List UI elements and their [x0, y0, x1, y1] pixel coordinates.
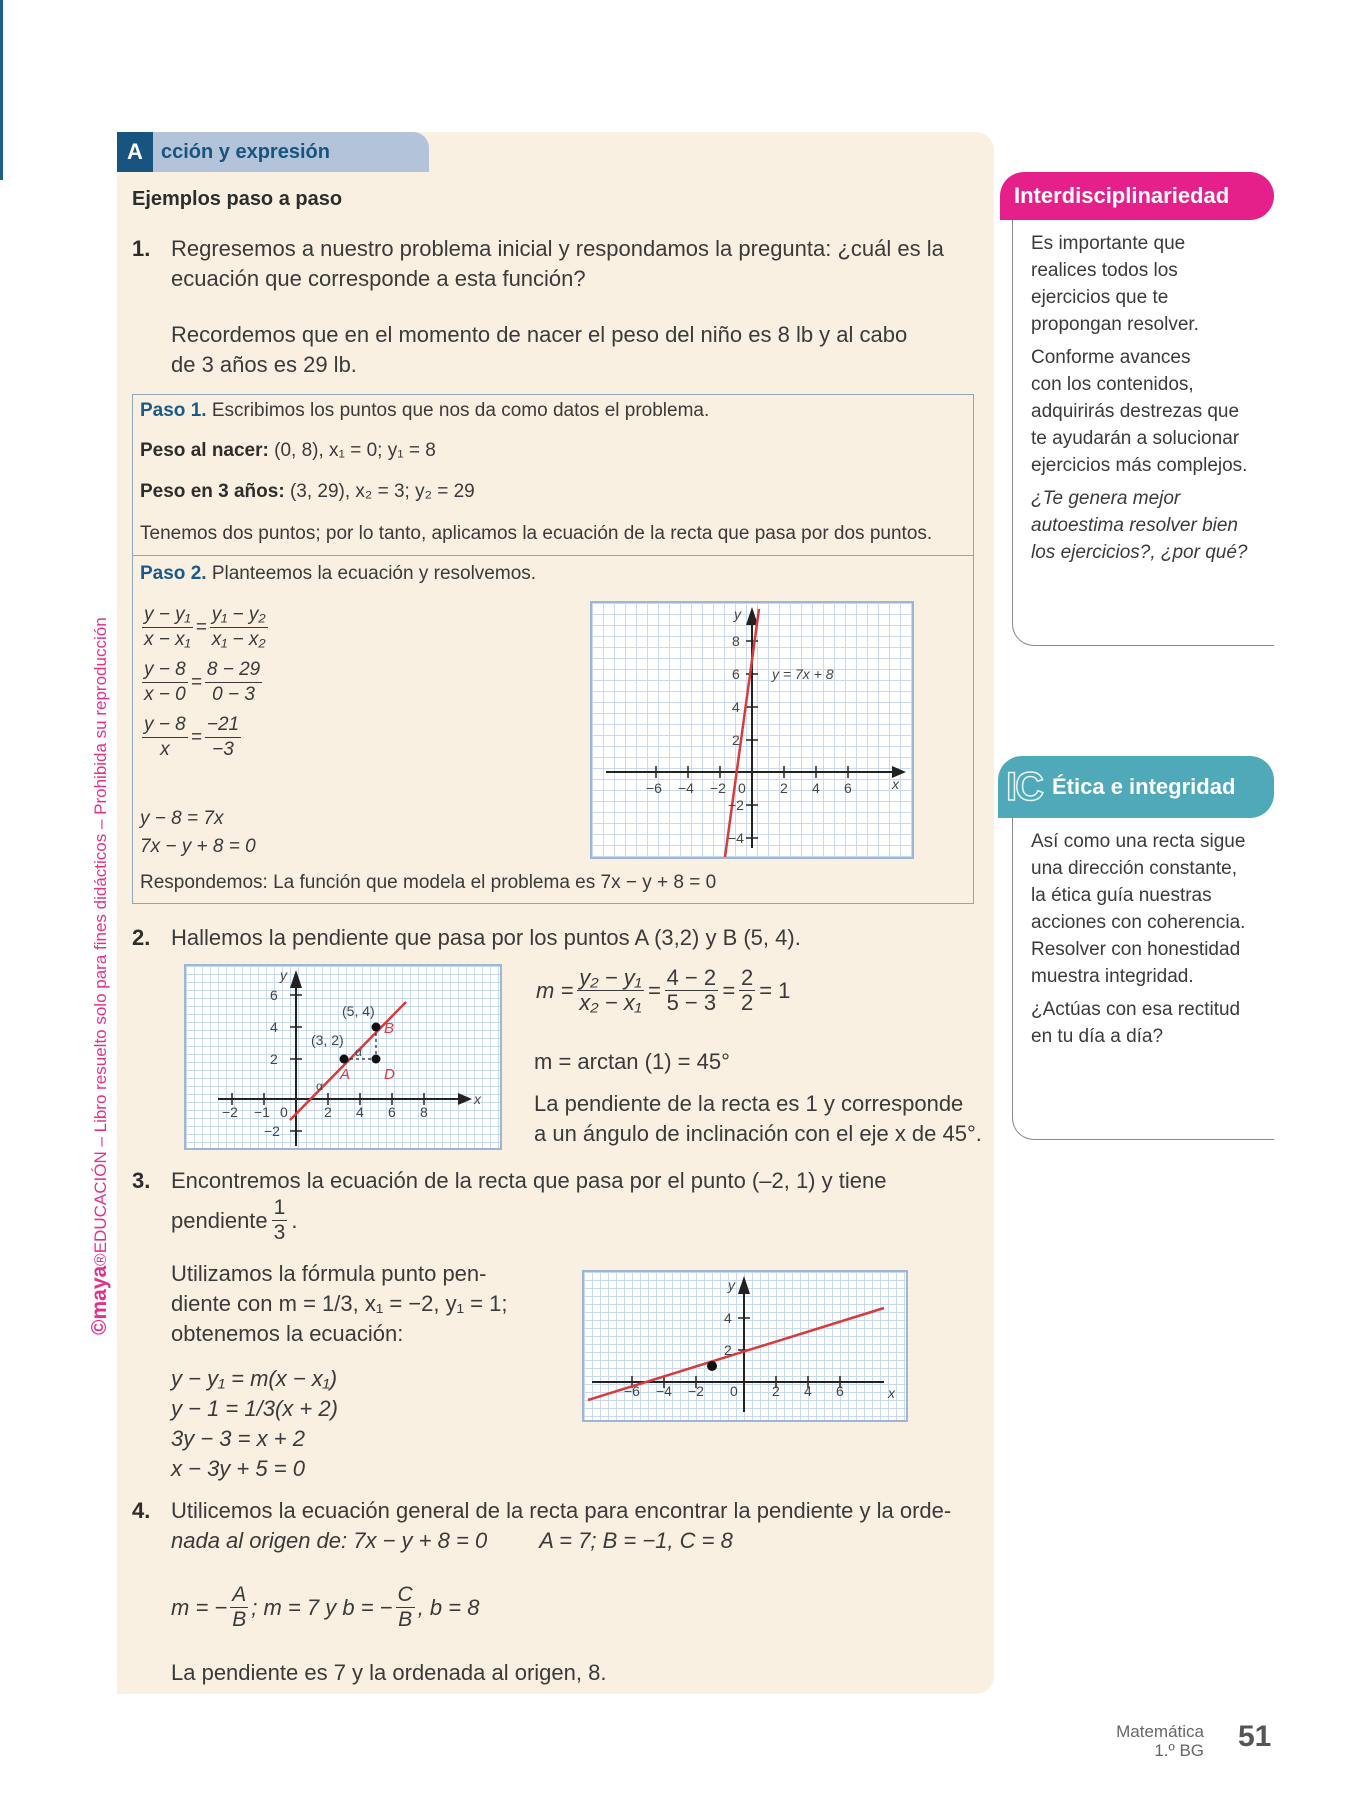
- page-edge-bar: [0, 0, 3, 180]
- ex2-conclusion: La pendiente de la recta es 1 y corresponde a un ángulo de inclinación con el eje x de 45°.: [534, 1091, 982, 1146]
- svg-text:−4: −4: [678, 780, 694, 796]
- ex3-line1: Encontremos la ecuación de la recta que pasa por el punto (–2, 1) y tiene: [171, 1168, 887, 1193]
- svg-text:4: 4: [812, 780, 820, 796]
- etica-box: [1006, 756, 1274, 1140]
- arctan-line: m = arctan (1) = 45°: [534, 1049, 730, 1074]
- paso1: Paso 1. Escribimos los puntos que nos da como datos el problema.: [140, 400, 710, 421]
- svg-text:6: 6: [388, 1104, 396, 1120]
- graph-3-plot: [584, 1272, 906, 1420]
- ex2-number: 2.: [132, 925, 151, 950]
- ex4-formula: m = − $\frac{A}{B}$ ; m = 7 y b = − $\frac{C}{B}$ , b = 8: [171, 1583, 480, 1631]
- etica-body: [1012, 818, 1274, 1140]
- svg-text:2: 2: [780, 780, 788, 796]
- ex4-text: Utilicemos la ecuación general de la recta para encontrar la pendiente y la orde- nada al origen de: 7x − y + 8 = 0 A = 7; B = −1, C = 8: [171, 1498, 952, 1553]
- svg-text:A: A: [340, 1066, 351, 1083]
- inter-question: ¿Te genera mejor autoestima resolver bien los ejercicios?, ¿por qué?: [1031, 488, 1248, 563]
- svg-text:y = 7x + 8: y = 7x + 8: [772, 666, 834, 682]
- slope-formula: m = $\frac{\text{y₂ − y₁}}{\text{x₂ − x₁}}$ = $\frac{4 - 2}{5 - 3}$ = $\frac{2}{2}$ = 1: [536, 965, 791, 1015]
- ic-logo-icon: IC: [1006, 764, 1042, 809]
- solution-divider: [132, 555, 974, 556]
- svg-text:6: 6: [836, 1383, 844, 1399]
- etica-question: ¿Actúas con esa rectitud en tu día a día?: [1031, 999, 1241, 1047]
- page-number: 51: [1238, 1720, 1272, 1753]
- ex1-number: 1.: [132, 236, 151, 261]
- svg-text:−2: −2: [222, 1104, 238, 1120]
- svg-text:4: 4: [804, 1383, 812, 1399]
- svg-text:−2: −2: [264, 1123, 280, 1139]
- svg-text:0: 0: [280, 1104, 288, 1120]
- svg-text:−2: −2: [688, 1383, 704, 1399]
- inter-p1: Es importante que realices todos los ejercicios que te propongan resolver.: [1031, 233, 1199, 335]
- svg-text:D: D: [384, 1066, 395, 1083]
- svg-text:4: 4: [356, 1104, 364, 1120]
- svg-text:(3, 2): (3, 2): [311, 1032, 344, 1048]
- svg-text:−4: −4: [728, 830, 744, 846]
- svg-text:2: 2: [324, 1104, 332, 1120]
- svg-text:6: 6: [844, 780, 852, 796]
- svg-text:x: x: [892, 776, 899, 792]
- inter-p2: Conforme avances con los contenidos, adquirirás destrezas que te ayudarán a solucionar ejercicios más complejos.: [1031, 347, 1248, 476]
- ex3-number: 3.: [132, 1168, 151, 1193]
- ex3-equations: y − y₁ = m(x − x₁) y − 1 = 1/3(x + 2) 3y − 3 = x + 2 x − 3y + 5 = 0: [171, 1366, 338, 1481]
- interdisciplinariedad-box: [1012, 172, 1274, 646]
- ex3-pendiente: pendiente $\frac{1}{3}$ .: [171, 1196, 298, 1244]
- ex3-explanation: Utilizamos la fórmula punto pen- diente con m = 1/3, x₁ = −2, y₁ = 1; obtenemos la ecuación:: [171, 1261, 508, 1346]
- svg-text:8: 8: [420, 1104, 428, 1120]
- svg-text:0: 0: [738, 780, 746, 796]
- eq-general-1: 7x − y + 8 = 0: [140, 836, 256, 857]
- svg-text:y: y: [734, 606, 741, 622]
- svg-text:0: 0: [730, 1383, 738, 1399]
- svg-text:6: 6: [732, 666, 740, 682]
- etica-p1: Así como una recta sigue una dirección constante, la ética guía nuestras acciones con coherencia. Resolver con honestidad muestra integridad.: [1031, 831, 1246, 987]
- svg-text:2: 2: [732, 732, 740, 748]
- etica-header: [998, 756, 1274, 818]
- svg-text:−1: −1: [254, 1104, 270, 1120]
- svg-text:y: y: [728, 1277, 735, 1293]
- svg-text:4: 4: [270, 1019, 278, 1035]
- graph-1: [590, 601, 914, 859]
- section-tab: [117, 132, 429, 172]
- svg-text:(5, 4): (5, 4): [342, 1003, 375, 1019]
- svg-text:−6: −6: [646, 780, 662, 796]
- ex4-number: 4.: [132, 1498, 151, 1523]
- ex4-conclusion: La pendiente es 7 y la ordenada al origen, 8.: [171, 1660, 607, 1685]
- svg-text:y: y: [280, 967, 287, 983]
- svg-text:−2: −2: [710, 780, 726, 796]
- svg-text:−2: −2: [728, 797, 744, 813]
- interdisciplinariedad-title: Interdisciplinariedad: [1000, 172, 1274, 220]
- svg-text:B: B: [384, 1020, 395, 1037]
- tenemos-text: Tenemos dos puntos; por lo tanto, aplicamos la ecuación de la recta que pasa por dos puntos.: [140, 523, 933, 544]
- eq-y-8: y − 8 = 7x: [140, 808, 224, 829]
- svg-text:2: 2: [270, 1051, 278, 1067]
- graph-2-plot: [186, 966, 500, 1148]
- ex1-text: Regresemos a nuestro problema inicial y respondamos la pregunta: ¿cuál es la ecuación que corresponde a esta función? Recordemos que en el momento de nacer el peso del niño es 8 lb y al cabo de 3 años es 29 lb.: [171, 236, 944, 377]
- section-tab-title: cción y expresión: [161, 140, 330, 163]
- copyright-banner: ©maya®EDUCACIÓN – Libro resuelto solo para fines didácticos – Prohibida su reproducción: [88, 617, 111, 1335]
- ex2-statement: Hallemos la pendiente que pasa por los puntos A (3,2) y B (5, 4).: [171, 925, 801, 950]
- svg-text:4: 4: [724, 1310, 732, 1326]
- section-heading: Ejemplos paso a paso: [132, 188, 343, 210]
- interdisciplinariedad-body: [1012, 220, 1274, 646]
- paso2: Paso 2. Planteemos la ecuación y resolvemos.: [140, 563, 537, 584]
- svg-text:α: α: [355, 1045, 362, 1059]
- svg-text:−6: −6: [624, 1383, 640, 1399]
- graph-1-plot: [592, 603, 912, 857]
- formula-steps: $\frac{\text{y − y₁}}{\text{x − x₁}}$ = $\frac{\text{y₁ − y₂}}{\text{x₁ − x₂}}$ $\frac{y - 8}{x - 0}$ = $\frac{8 - 29}{0 - 3}$ $\frac{y - 8}{x}$ = $\frac{-21}{-3}$: [144, 604, 266, 760]
- svg-text:4: 4: [732, 699, 740, 715]
- svg-text:2: 2: [724, 1342, 732, 1358]
- peso-3-anos: Peso en 3 años: (3, 29), x₂ = 3; y₂ = 29: [140, 481, 475, 502]
- svg-text:α: α: [316, 1079, 323, 1093]
- answer-1: Respondemos: La función que modela el problema es 7x − y + 8 = 0: [140, 872, 717, 893]
- svg-text:x: x: [474, 1091, 481, 1107]
- svg-text:2: 2: [772, 1383, 780, 1399]
- etica-title: Ética e integridad: [1052, 774, 1236, 799]
- graph-3: [582, 1270, 908, 1422]
- svg-text:8: 8: [732, 633, 740, 649]
- svg-text:6: 6: [270, 987, 278, 1003]
- peso-nacer: Peso al nacer: (0, 8), x₁ = 0; y₁ = 8: [140, 440, 436, 461]
- section-tab-cap: A: [117, 132, 153, 172]
- svg-text:−4: −4: [656, 1383, 672, 1399]
- footer-subject: Matemática 1.º BG: [1116, 1722, 1204, 1760]
- svg-text:x: x: [888, 1385, 895, 1401]
- graph-2: [184, 964, 502, 1150]
